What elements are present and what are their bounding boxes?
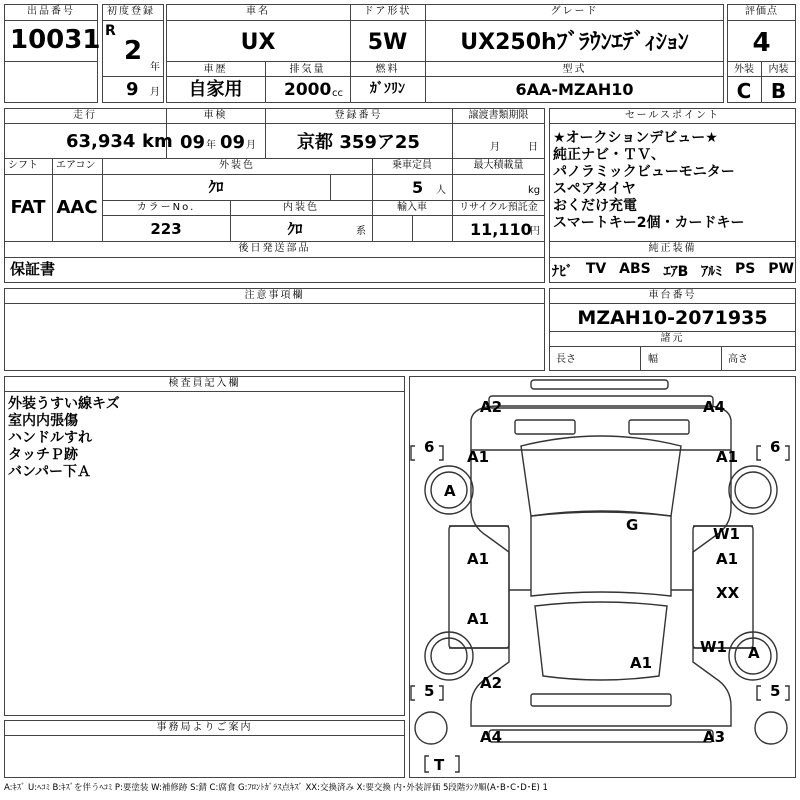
car-name-label: 車名 [246,6,270,17]
inspector-note: 外装うすい線キズ [8,396,120,412]
equipment-item: ABS [619,261,651,277]
colorno-label: カラーNo. [136,202,196,213]
tire-front-right: 6 [770,438,781,456]
mark-wheel-rear-right: A [748,644,760,662]
era: R [105,23,116,39]
shift: FAT [10,197,46,218]
parts-value: 保証書 [10,260,56,278]
load-label: 最大積載量 [473,160,524,171]
year-unit: 年 [150,62,160,73]
equipment-item: ｴｱB [663,264,689,280]
door: 5W [367,30,408,55]
inspection-label: 車検 [203,110,228,121]
recycle: 11,110 [470,220,532,239]
mark-rear-left: A4 [480,728,503,746]
inspection-month-unit: 月 [246,140,256,151]
chassis-label: 車台番号 [648,290,697,301]
equipment-item: ﾅﾋﾞ [552,264,573,280]
capacity: 5 [412,178,424,197]
fuel-label: 燃料 [375,64,400,75]
color-label: 外装色 [219,160,255,171]
equipment-item: PS [735,261,756,277]
mark-rear-quarter-left: A2 [480,674,503,692]
car-diagram [409,376,796,778]
parts-label: 後日発送部品 [238,243,311,254]
mark-door-front-left: A1 [467,550,490,568]
capacity-label: 乗車定員 [392,160,432,171]
fuel: ｶﾞｿﾘﾝ [370,81,405,97]
legend: A:ｷｽﾞ U:ﾍｺﾐ B:ｷｽﾞを伴うﾍｺﾐ P:要塗装 W:補修跡 S:錆 C:腐食 G:ﾌﾛﾝﾄｶﾞﾗｽ点ｷｽﾞ XX:交換済み X:要交換 内･外装評価 5段階ﾗﾝｸ順(A･B･C･D･E) 1 [4,783,548,793]
height-label: 高さ [728,354,748,365]
load-unit: kg [528,185,541,196]
month-unit: 月 [150,87,160,98]
mark-front-left: A2 [480,398,503,416]
mark-fender-right: A1 [716,448,739,466]
score: 4 [752,28,771,58]
door-label: ドア形状 [363,6,412,17]
equipment-item: TV [585,261,607,277]
month-value: 9 [126,79,139,100]
sales-point: パノラミックビューモニター [553,164,735,180]
grade: UX250hﾌﾞﾗｳﾝｴﾃﾞｨｼｮﾝ [460,30,689,55]
mileage-label: 走行 [73,110,97,121]
registration-label: 登録番号 [334,110,383,121]
equipment-item: PW [768,261,794,277]
notes-label: 注意事項欄 [244,290,305,301]
displacement: 2000 [284,80,332,100]
mileage: 63,934 [66,131,136,152]
year-value: 2 [124,36,143,66]
sales-point: 純正ナビ・ＴＶ、 [553,147,665,163]
inspector-note: バンパー下Ａ [8,464,92,480]
transfer-label: 譲渡書類期限 [468,110,529,121]
sales-point: ★オークションデビュー★ [553,130,718,146]
registration: 京都 359ア25 [297,132,420,153]
mark-roof: G [626,516,639,534]
mileage-unit: km [142,131,173,152]
chassis-number: MZAH10-2071935 [577,307,768,329]
colorno: 223 [150,220,182,238]
grade-label: グレード [550,6,599,17]
aircon: AAC [56,197,98,218]
interior-grade: B [770,79,787,103]
inspector-note: ハンドルすれ [8,430,92,446]
displacement-label: 排気量 [289,64,326,75]
mark-rear-right: A3 [703,728,726,746]
model: 6AA-MZAH10 [515,80,634,99]
exterior-label: 外装 [734,64,754,75]
equipment-label: 純正装備 [648,243,697,254]
history-label: 車歴 [203,64,228,75]
mark-front-right: A4 [703,398,726,416]
inspection-year: 09 [180,132,206,153]
score-label: 評価点 [745,6,778,17]
inspector-note: 室内内張傷 [8,413,78,429]
capacity-unit: 人 [436,185,446,196]
recycle-unit: 円 [530,226,540,237]
lot-number: 10031 [10,25,101,55]
equipment-list [552,261,794,281]
interior-label: 内装 [768,64,789,75]
interior-color-label: 内装色 [283,202,319,213]
color: ｸﾛ [208,178,224,196]
tire-rear-right: 5 [770,682,781,700]
first-reg-label: 初度登録 [107,6,155,17]
tire-spare: T [434,756,445,774]
lot-label: 出品番号 [27,6,75,17]
car-name: UX [240,30,276,55]
inspection-year-unit: 年 [206,140,216,151]
aircon-label: エアコン [56,160,96,171]
inspector-notes [8,396,120,481]
length-label: 長さ [556,354,576,365]
inspector-note: タッチＰ跡 [8,447,78,463]
displacement-unit: cc [332,88,343,99]
inspection-month: 09 [220,132,246,153]
spec-label: 諸元 [660,333,685,344]
mark-wheel-front-left: A [444,482,456,500]
transfer-month-unit: 月 [490,142,500,153]
mark-right-side-1: W1 [713,525,740,543]
mark-fender-left: A1 [467,448,490,466]
sales-points [553,130,744,232]
mark-door-rear-left: A1 [467,610,490,628]
transfer-day-unit: 日 [528,142,538,153]
sales-point: スペアタイヤ [553,181,636,197]
mark-right-side-4: W1 [700,638,727,656]
tire-front-left: 6 [424,438,435,456]
interior-color-unit: 系 [356,226,366,237]
sales-point: スマートキー2個・カードキー [553,215,745,231]
office-label: 事務局よりご案内 [156,722,253,733]
inspector-label: 検査員記入欄 [168,378,241,389]
tire-rear-left: 5 [424,682,435,700]
sales-point: おくだけ充電 [553,198,637,214]
equipment-item: ｱﾙﾐ [701,264,723,280]
mark-right-side-2: A1 [716,550,739,568]
shift-label: シフト [8,160,38,171]
sales-label: セールスポイント [624,110,721,121]
exterior-grade: C [736,79,752,103]
interior-color: ｸﾛ [287,220,303,238]
history: 自家用 [188,79,243,100]
model-label: 型式 [562,64,587,75]
mark-right-side-3: XX [716,584,740,602]
recycle-label: リサイクル預託金 [459,202,538,213]
mark-rear-center: A1 [630,654,653,672]
import-label: 輸入車 [397,202,427,213]
width-label: 幅 [648,354,658,365]
